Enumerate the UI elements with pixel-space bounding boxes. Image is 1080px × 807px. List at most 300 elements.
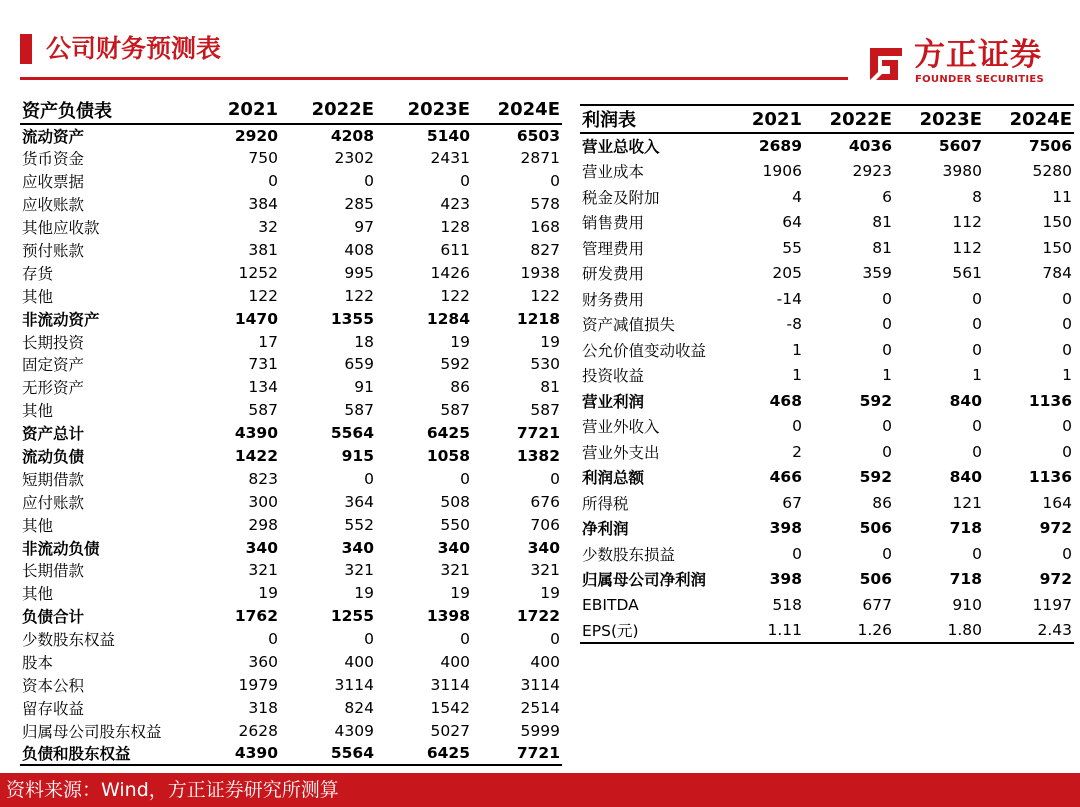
row-value: 4390 [190,742,280,765]
row-value: 1 [882,366,892,385]
row-value: 3114 [520,675,560,694]
row-value: 2.43 [984,618,1074,644]
row-value: 611 [440,241,470,259]
row-value: 0 [1062,289,1072,308]
row-value: 587 [530,401,560,420]
row-value: 466 [769,468,802,487]
balance-sheet-header-row [20,96,562,124]
row-value: 1938 [520,263,560,282]
row-label: EBITDA [582,595,639,614]
balance-sheet-year-header: 2022E [280,96,376,124]
row-value: 400 [530,653,560,672]
row-value: 2514 [520,698,560,717]
row-value: 518 [772,595,802,614]
row-value: 972 [1039,570,1072,589]
table-row [20,193,562,216]
row-value: 1 [792,366,802,385]
row-value: 2689 [758,137,802,156]
table-row [20,307,562,330]
row-value: 285 [344,195,374,214]
row-label: 留存收益 [22,699,85,718]
row-value: 1284 [426,309,470,328]
row-value: 0 [364,630,374,649]
row-value: 827 [530,241,560,259]
row-label: 其他 [22,402,54,421]
income-statement-year-header: 2021 [726,105,804,133]
table-row [20,719,562,742]
row-label: 营业利润 [582,392,645,411]
row-value: 718 [949,570,982,589]
table-row [20,170,562,193]
row-value: 1722 [516,607,560,626]
row-value: 0 [268,172,278,191]
table-row [580,618,1074,644]
row-value: 6425 [376,742,472,765]
row-value: 19 [540,332,560,351]
row-label: 无形资产 [22,379,85,398]
table-row [580,286,1074,312]
table-row [20,399,562,422]
row-value: 5564 [280,742,376,765]
row-value: 381 [248,241,278,259]
row-value: 2871 [520,149,560,168]
table-row [580,541,1074,567]
row-value: 300 [248,492,278,511]
row-value: 0 [792,544,802,563]
row-value: 398 [769,570,802,589]
row-value: 384 [248,195,278,214]
row-value: 1355 [330,309,374,328]
table-row [580,261,1074,287]
row-value: 592 [859,468,892,487]
income-statement-body [580,133,1074,643]
table-row [580,363,1074,389]
row-value: 128 [440,218,470,237]
row-value: 840 [949,468,982,487]
row-value: 1.11 [726,618,804,644]
row-label: 资产总计 [22,425,85,444]
row-value: 784 [1042,264,1072,283]
row-value: 0 [268,630,278,649]
row-value: 823 [248,469,278,488]
row-value: 1470 [234,309,278,328]
row-value: -14 [776,289,802,308]
table-row [20,742,562,765]
income-statement-year-header: 2024E [984,105,1074,133]
row-label: 长期投资 [22,333,85,352]
title-underline [20,77,848,80]
row-value: 81 [872,238,892,257]
row-value: 840 [949,391,982,410]
row-value: 1058 [426,447,470,466]
row-value: 0 [882,289,892,308]
row-value: 55 [782,238,802,257]
row-value: 321 [344,561,374,580]
row-value: 3114 [430,675,470,694]
row-label: 净利润 [582,520,629,539]
row-value: 2302 [334,149,374,168]
row-label: 其他 [22,585,54,604]
row-value: 0 [1062,340,1072,359]
row-value: 2920 [234,127,278,145]
row-label: 销售费用 [582,214,645,233]
row-value: 6425 [426,424,470,443]
row-value: 122 [248,286,278,305]
row-value: 359 [862,264,892,283]
row-value: 7721 [472,742,562,765]
table-row [580,133,1074,159]
table-row [20,445,562,468]
row-value: 6 [882,187,892,206]
row-value: 5280 [1032,162,1072,181]
row-value: 1255 [330,607,374,626]
row-value: 1218 [516,309,560,328]
table-row [20,353,562,376]
row-value: 506 [859,570,892,589]
row-label: 负债和股东权益 [20,742,190,765]
table-row [580,414,1074,440]
table-row [20,147,562,170]
row-label: 税金及附加 [582,188,660,207]
row-value: 0 [972,544,982,563]
row-value: 18 [354,332,374,351]
table-row [580,439,1074,465]
row-label: 投资收益 [582,367,645,386]
table-row [20,330,562,353]
row-value: 1979 [238,675,278,694]
table-row [580,337,1074,363]
row-label: 预付账款 [22,242,85,260]
row-label: 流动负债 [22,448,85,467]
row-value: 706 [530,515,560,534]
founder-logo [862,36,1062,88]
row-label: 应收票据 [22,173,85,192]
row-value: 5140 [426,127,470,145]
row-label: 所得税 [582,494,629,513]
row-value: 1398 [426,607,470,626]
row-value: 1382 [516,447,560,466]
row-value: 122 [440,286,470,305]
table-row [20,536,562,559]
row-value: 3114 [334,675,374,694]
row-value: 19 [258,584,278,603]
row-value: 0 [882,442,892,461]
logo-text-en: FOUNDER SECURITIES [915,74,1045,85]
row-value: 910 [952,595,982,614]
row-value: 1.26 [804,618,894,644]
row-value: 506 [859,519,892,538]
row-value: 587 [248,401,278,420]
row-value: 6503 [516,127,560,145]
row-value: 86 [450,378,470,397]
row-value: 81 [872,213,892,232]
row-value: 19 [450,584,470,603]
table-row [580,465,1074,491]
row-value: 0 [460,172,470,191]
row-value: 5999 [520,721,560,740]
row-label: 股本 [22,654,54,673]
table-row [580,490,1074,516]
row-value: 0 [792,417,802,436]
table-row [20,216,562,239]
row-value: 67 [782,493,802,512]
row-value: 4208 [330,127,374,145]
table-row [20,582,562,605]
row-value: 4036 [848,137,892,156]
row-value: 915 [341,447,374,466]
row-value: 1252 [238,263,278,282]
row-label: 财务费用 [582,290,645,309]
table-row [20,490,562,513]
row-value: 134 [248,378,278,397]
row-value: 64 [782,213,802,232]
row-label: 短期借款 [22,470,85,489]
row-value: 0 [1062,442,1072,461]
row-value: 2923 [852,162,892,181]
row-value: 17 [258,332,278,351]
row-value: 718 [949,519,982,538]
row-value: 0 [882,340,892,359]
row-value: 321 [440,561,470,580]
row-value: 0 [972,340,982,359]
row-value: 150 [1042,238,1072,257]
row-value: 1 [792,340,802,359]
row-label: 负债合计 [22,608,85,627]
table-row [20,673,562,696]
row-label: 归属母公司净利润 [582,571,707,590]
row-label: 固定资产 [22,356,85,375]
row-label: 少数股东损益 [582,545,676,564]
row-value: 0 [882,417,892,436]
row-label: 应收账款 [22,196,85,215]
row-value: 5027 [430,721,470,740]
founder-logo-icon [862,42,906,86]
row-value: 0 [1062,544,1072,563]
row-value: 1197 [1032,595,1072,614]
row-value: 150 [1042,213,1072,232]
row-label: 资本公积 [22,676,85,695]
row-value: 340 [437,538,470,557]
row-value: 398 [769,519,802,538]
table-row [580,184,1074,210]
row-label: 营业总收入 [582,138,660,157]
table-row [20,239,562,262]
table-row [580,592,1074,618]
row-value: 121 [952,493,982,512]
source-footer [0,773,1080,807]
source-note: 资料来源：Wind，方正证券研究所测算 [6,779,339,801]
logo-text-cn: 方正证券 [914,37,1042,73]
row-value: 7506 [1028,137,1072,156]
row-value: 1542 [430,698,470,717]
row-value: 0 [882,315,892,334]
row-value: 86 [872,493,892,512]
row-value: -8 [786,315,802,334]
row-value: 318 [248,698,278,717]
row-value: 321 [530,561,560,580]
row-label: 营业外支出 [582,443,660,462]
row-label: 流动资产 [22,128,85,146]
row-label: 非流动负债 [22,539,100,558]
row-value: 676 [530,492,560,511]
row-value: 0 [972,315,982,334]
row-value: 19 [354,584,374,603]
balance-sheet-title-header: 资产负债表 [20,96,190,124]
row-value: 0 [1062,417,1072,436]
row-value: 3980 [942,162,982,181]
row-label: 长期借款 [22,562,85,581]
row-value: 677 [862,595,892,614]
title-accent-bar [20,34,32,64]
row-value: 32 [258,218,278,237]
table-row [20,376,562,399]
row-value: 1 [972,366,982,385]
row-value: 0 [1062,315,1072,334]
row-value: 1136 [1028,391,1072,410]
row-value: 122 [344,286,374,305]
row-value: 0 [550,469,560,488]
row-value: 0 [364,469,374,488]
balance-sheet-year-header: 2024E [472,96,562,124]
row-value: 122 [530,286,560,305]
income-statement-year-header: 2022E [804,105,894,133]
row-value: 0 [972,442,982,461]
row-value: 561 [952,264,982,283]
row-value: 4390 [234,424,278,443]
table-row [580,312,1074,338]
row-value: 2628 [238,721,278,740]
row-value: 0 [460,630,470,649]
row-value: 298 [248,515,278,534]
table-row [20,467,562,490]
row-value: 400 [344,653,374,672]
row-value: 972 [1039,519,1072,538]
row-value: 19 [540,584,560,603]
row-label: 少数股东权益 [22,631,116,650]
row-value: 1762 [234,607,278,626]
row-value: 1426 [430,263,470,282]
table-row [580,516,1074,542]
row-value: 360 [248,653,278,672]
row-value: 112 [952,213,982,232]
row-value: 2 [792,442,802,461]
row-value: 1.80 [894,618,984,644]
row-value: 1906 [762,162,802,181]
row-value: 5564 [330,424,374,443]
income-statement-year-header: 2023E [894,105,984,133]
balance-sheet-table [20,96,562,766]
balance-sheet-body [20,124,562,765]
row-value: 578 [530,195,560,214]
row-value: 508 [440,492,470,511]
row-label: 货币资金 [22,150,85,169]
table-row [20,284,562,307]
table-row [20,605,562,628]
table-row [20,261,562,284]
row-value: 659 [344,355,374,374]
balance-sheet-year-header: 2023E [376,96,472,124]
row-label: 其他 [22,287,54,306]
row-value: 731 [248,355,278,374]
table-row [580,235,1074,261]
income-statement-table [580,104,1074,644]
row-value: 0 [460,469,470,488]
row-value: 97 [354,218,374,237]
row-value: 8 [972,187,982,206]
row-label: 非流动资产 [22,310,100,329]
row-value: 587 [440,401,470,420]
row-value: 592 [859,391,892,410]
row-value: 0 [972,417,982,436]
row-value: 168 [530,218,560,237]
table-row [20,559,562,582]
row-value: 4309 [334,721,374,740]
row-value: 364 [344,492,374,511]
table-row [580,210,1074,236]
row-value: 205 [772,264,802,283]
row-value: 750 [248,149,278,168]
table-row [20,651,562,674]
row-label: 存货 [22,264,54,283]
row-value: 468 [769,391,802,410]
row-value: 995 [344,263,374,282]
row-value: 5607 [938,137,982,156]
row-label: 公允价值变动收益 [582,341,707,360]
row-value: 587 [344,401,374,420]
row-value: 552 [344,515,374,534]
row-value: 340 [245,538,278,557]
table-row [580,388,1074,414]
row-value: 408 [344,241,374,259]
row-value: 0 [550,630,560,649]
row-value: 19 [450,332,470,351]
row-value: 91 [354,378,374,397]
row-value: 824 [344,698,374,717]
table-row [20,628,562,651]
row-value: 112 [952,238,982,257]
row-value: 1 [1062,366,1072,385]
row-value: 0 [972,289,982,308]
row-label: 营业成本 [582,163,645,182]
income-statement-header-row [580,105,1074,133]
row-value: 2431 [430,149,470,168]
table-row [20,696,562,719]
row-label: 归属母公司股东权益 [22,722,162,741]
table-row [20,513,562,536]
row-value: 164 [1042,493,1072,512]
row-value: 4 [792,187,802,206]
row-label: 应付账款 [22,493,85,512]
row-value: 340 [341,538,374,557]
row-label: EPS(元) [580,618,726,644]
page-title: 公司财务预测表 [46,34,222,63]
balance-sheet-year-header: 2021 [190,96,280,124]
table-row [580,159,1074,185]
row-value: 1136 [1028,468,1072,487]
row-value: 340 [527,538,560,557]
income-statement-title-header: 利润表 [580,105,726,133]
row-value: 0 [550,172,560,191]
row-value: 550 [440,515,470,534]
row-value: 81 [540,378,560,397]
row-value: 400 [440,653,470,672]
row-value: 423 [440,195,470,214]
table-row [580,567,1074,593]
row-value: 1422 [234,447,278,466]
row-label: 资产减值损失 [582,316,676,335]
row-value: 0 [364,172,374,191]
row-value: 11 [1052,187,1072,206]
